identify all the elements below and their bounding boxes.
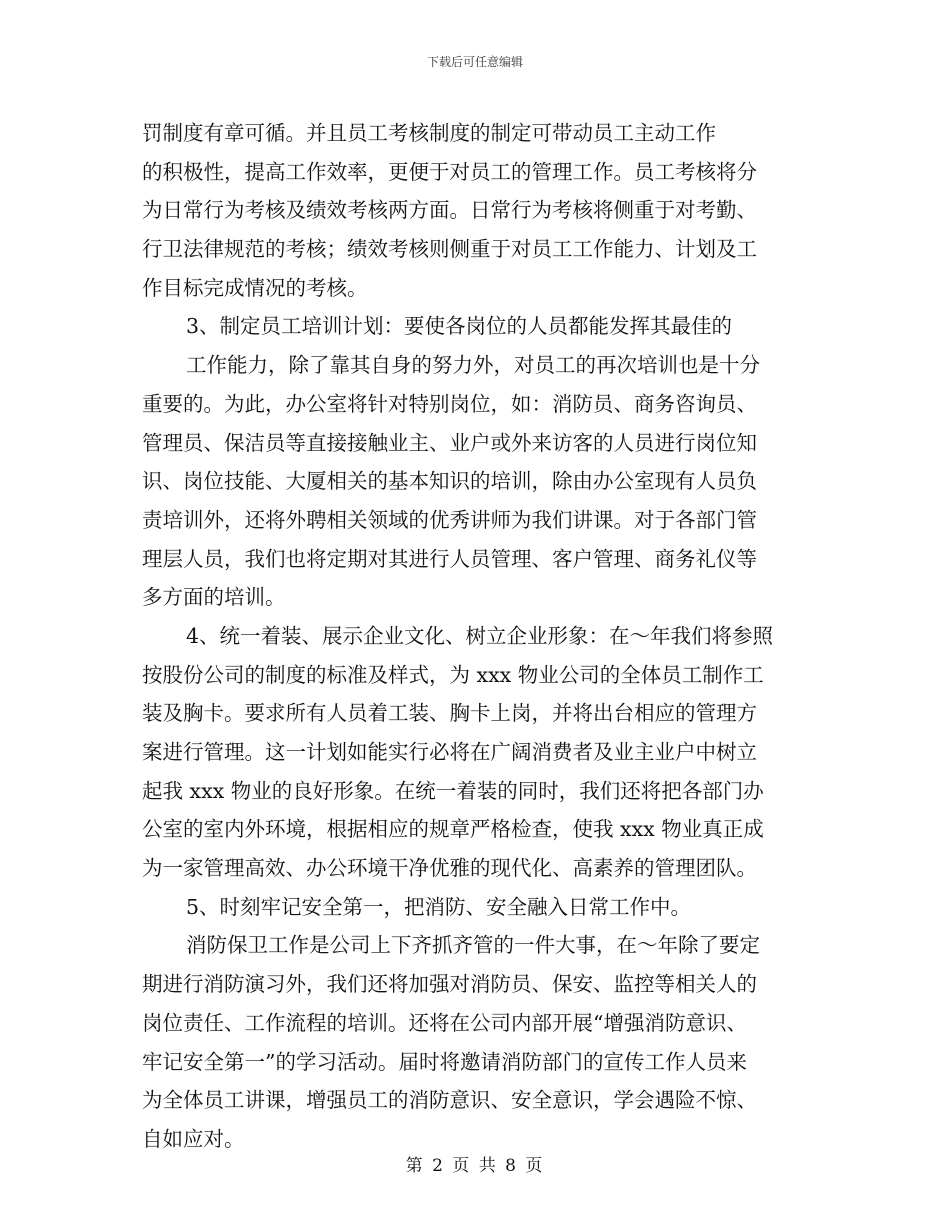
text-line: 作目标完成情况的考核。 (142, 275, 368, 300)
text-line: 自如应对。 (142, 1126, 245, 1151)
text-line: 公室的室内外环境，根据相应的规章严格检查，使我 xxx 物业真正成 (142, 817, 764, 842)
text-line: 起我 xxx 物业的良好形象。在统一着装的同时，我们还将把各部门办 (142, 778, 764, 803)
text-line: 为日常行为考核及绩效考核两方面。日常行为考核将侧重于对考勤、 (142, 198, 757, 223)
text-line: 责培训外，还将外聘相关领域的优秀讲师为我们讲课。对于各部门管 (142, 507, 757, 532)
text-line: 工作能力，除了靠其自身的努力外，对员工的再次培训也是十分 (186, 353, 760, 378)
page-header: 下载后可任意编辑 (426, 55, 523, 69)
document-body (142, 114, 810, 1159)
text-line: 4、统一着装、展示企业文化、树立企业形象：在～年我们将参照 (186, 623, 774, 648)
text-line: 罚制度有章可循。并且员工考核制度的制定可带动员工主动工作 (142, 121, 716, 145)
text-line: 多方面的培训。 (142, 585, 286, 610)
text-line: 按股份公司的制度的标准及样式，为 xxx 物业公司的全体员工制作工 (142, 662, 764, 687)
text-line: 3、制定员工培训计划：要使各岗位的人员都能发挥其最佳的 (186, 314, 733, 339)
text-line: 理层人员，我们也将定期对其进行人员管理、客户管理、商务礼仪等 (142, 546, 757, 571)
text-line: 牢记安全第一”的学习活动。届时将邀请消防部门的宣传工作人员来 (142, 1049, 747, 1074)
text-line: 识、岗位技能、大厦相关的基本知识的培训，除由办公室现有人员负 (142, 469, 757, 494)
text-line: 岗位责任、工作流程的培训。还将在公司内部开展“增强消防意识、 (142, 1010, 747, 1035)
text-line: 为全体员工讲课，增强员工的消防意识、安全意识，学会遇险不惊、 (142, 1088, 757, 1113)
page-number: 第 2 页 共 8 页 (405, 1156, 545, 1176)
text-line: 为一家管理高效、办公环境干净优雅的现代化、高素养的管理团队。 (142, 856, 757, 881)
text-line: 管理员、保洁员等直接接触业主、业户或外来访客的人员进行岗位知 (142, 430, 757, 455)
text-line: 行卫法律规范的考核；绩效考核则侧重于对员工工作能力、计划及工 (142, 237, 757, 262)
text-line: 5、时刻牢记安全第一，把消防、安全融入日常工作中。 (186, 894, 692, 919)
text-line: 的积极性，提高工作效率，更便于对员工的管理工作。员工考核将分 (142, 159, 757, 184)
text-line: 装及胸卡。要求所有人员着工装、胸卡上岗，并将出台相应的管理方 (142, 701, 757, 726)
text-line: 重要的。为此，办公室将针对特别岗位，如：消防员、商务咨询员、 (142, 391, 757, 416)
text-line: 消防保卫工作是公司上下齐抓齐管的一件大事，在～年除了要定 (186, 933, 760, 958)
text-line: 案进行管理。这一计划如能实行必将在广阔消费者及业主业户中树立 (142, 740, 757, 764)
text-line: 期进行消防演习外，我们还将加强对消防员、保安、监控等相关人的 (142, 972, 757, 997)
